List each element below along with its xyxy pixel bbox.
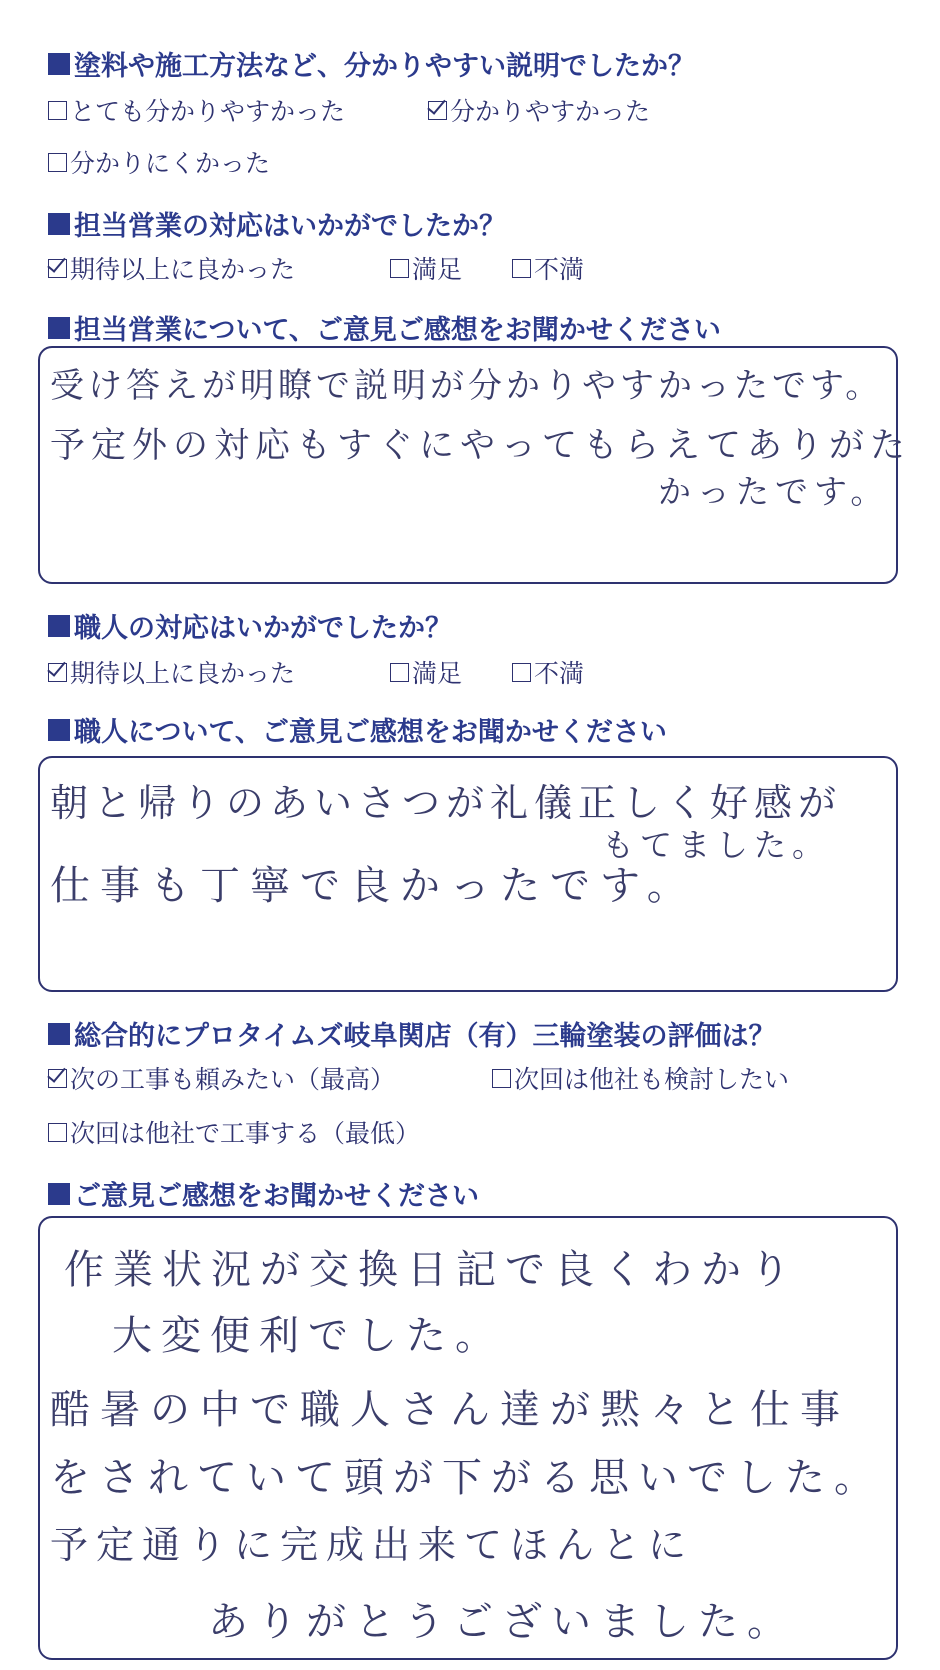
q2-option-unsatisfied[interactable]: 不満 bbox=[512, 250, 584, 286]
question-5-title: 職人について、ご意見ご感想をお聞かせください bbox=[48, 710, 667, 749]
craftsman-comment-box bbox=[38, 756, 898, 992]
square-bullet-icon bbox=[48, 615, 70, 637]
q4-option-satisfied[interactable]: 満足 bbox=[390, 654, 462, 690]
handwritten-line: 大変便利でした。 bbox=[112, 1313, 504, 1359]
checkbox[interactable] bbox=[48, 1123, 67, 1142]
question-6-title: 総合的にプロタイムズ岐阜関店（有）三輪塗装の評価は？ bbox=[48, 1014, 775, 1053]
handwritten-line: 仕事も丁寧で良かったです。 bbox=[50, 863, 697, 909]
handwritten-line: かったです。 bbox=[658, 472, 890, 511]
checkbox[interactable] bbox=[48, 153, 67, 172]
square-bullet-icon bbox=[48, 1023, 70, 1045]
question-3-title: 担当営業について、ご意見ご感想をお聞かせください bbox=[48, 308, 721, 347]
handwritten-line: 予定外の対応もすぐにやってもらえてありがた bbox=[50, 426, 912, 466]
square-bullet-icon bbox=[48, 317, 70, 339]
q4-option-exceeded[interactable]: 期待以上に良かった bbox=[48, 654, 295, 690]
q1-option-unclear[interactable]: 分かりにくかった bbox=[48, 144, 270, 180]
question-1-title: 塗料や施工方法など、分かりやすい説明でしたか？ bbox=[48, 44, 695, 83]
square-bullet-icon bbox=[48, 1183, 70, 1205]
question-2-title: 担当営業の対応はいかがでしたか？ bbox=[48, 204, 506, 243]
handwritten-line: 予定通りに完成出来てほんとに bbox=[50, 1523, 695, 1567]
checkbox[interactable] bbox=[390, 663, 409, 682]
checkbox[interactable] bbox=[390, 259, 409, 278]
checkbox[interactable] bbox=[512, 259, 531, 278]
q4-option-unsatisfied[interactable]: 不満 bbox=[512, 654, 584, 690]
question-4-title: 職人の対応はいかがでしたか？ bbox=[48, 606, 452, 645]
checkbox-checked[interactable] bbox=[428, 101, 447, 120]
sales-comment-box bbox=[38, 346, 912, 584]
handwritten-line: ありがとうございました。 bbox=[208, 1599, 796, 1645]
checkbox[interactable] bbox=[48, 101, 67, 120]
square-bullet-icon bbox=[48, 719, 70, 741]
handwritten-line: 作業状況が交換日記で良くわかり bbox=[64, 1247, 799, 1293]
square-bullet-icon bbox=[48, 213, 70, 235]
checkbox-checked[interactable] bbox=[48, 259, 67, 278]
square-bullet-icon bbox=[48, 53, 70, 75]
q1-option-clear[interactable]: 分かりやすかった bbox=[428, 92, 650, 128]
handwritten-line: をされていて頭が下がる思いでした。 bbox=[50, 1455, 883, 1501]
checkbox[interactable] bbox=[492, 1069, 511, 1088]
question-7-title: ご意見ご感想をお聞かせください bbox=[48, 1174, 479, 1213]
q6-option-worst[interactable]: 次回は他社で工事する（最低） bbox=[48, 1114, 420, 1150]
general-comment-box bbox=[38, 1216, 898, 1660]
handwritten-line: 酷暑の中で職人さん達が黙々と仕事 bbox=[50, 1387, 850, 1433]
q6-option-consider-others[interactable]: 次回は他社も検討したい bbox=[492, 1060, 789, 1096]
q6-option-best[interactable]: 次の工事も頼みたい（最高） bbox=[48, 1060, 395, 1096]
checkbox-checked[interactable] bbox=[48, 663, 67, 682]
handwritten-line: 受け答えが明瞭で説明が分かりやすかったです。 bbox=[50, 366, 884, 406]
q1-option-very-clear[interactable]: とても分かりやすかった bbox=[48, 92, 345, 128]
handwritten-line: 朝と帰りのあいさつが礼儀正しく好感が bbox=[50, 781, 843, 825]
q2-option-satisfied[interactable]: 満足 bbox=[390, 250, 462, 286]
checkbox-checked[interactable] bbox=[48, 1069, 67, 1088]
q2-option-exceeded[interactable]: 期待以上に良かった bbox=[48, 250, 295, 286]
handwritten-line: もてました。 bbox=[602, 826, 831, 864]
checkbox[interactable] bbox=[512, 663, 531, 682]
